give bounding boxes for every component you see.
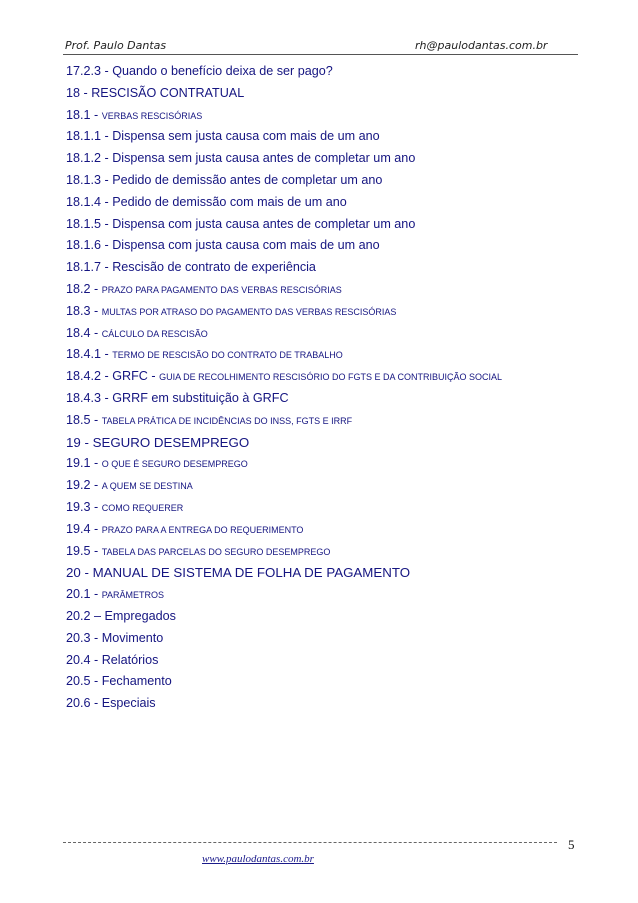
toc-entry-number: 19.1 - xyxy=(66,456,102,471)
toc-entry-number: 18.4.1 - xyxy=(66,347,113,362)
toc-entry[interactable]: 18.1.7 - Rescisão de contrato de experiência xyxy=(66,260,316,275)
toc-entry[interactable] xyxy=(66,497,576,519)
toc-entry[interactable] xyxy=(66,344,576,366)
toc-entry[interactable] xyxy=(66,541,576,563)
toc-entry[interactable]: 17.2.3 - Quando o benefício deixa de ser pago? xyxy=(66,64,333,78)
toc-entry[interactable]: 20.2 – Empregados xyxy=(66,608,176,623)
header-email: rh@paulodantas.com.br xyxy=(415,39,548,52)
footer-url-link[interactable]: www.paulodantas.com.br xyxy=(202,853,314,865)
toc-entry-number: 18.3 - xyxy=(66,303,102,318)
toc-entry[interactable]: 18 - RESCISÃO CONTRATUAL xyxy=(66,85,245,100)
toc-entry-title: COMO REQUERER xyxy=(101,502,184,513)
toc-entry-number: 19.5 - xyxy=(66,543,102,558)
toc-entry[interactable]: 20.4 - Relatórios xyxy=(66,652,159,667)
toc-entry[interactable]: 19 - SEGURO DESEMPREGO xyxy=(66,434,250,450)
toc-entry-title: PRAZO PARA A ENTREGA DO REQUERIMENTO xyxy=(101,524,304,535)
toc-entry[interactable]: 18.1.4 - Pedido de demissão com mais de um ano xyxy=(66,194,347,209)
toc-entry-title: VERBAS RESCISÓRIAS xyxy=(101,110,203,121)
toc-entry[interactable]: 18.1.2 - Dispensa sem justa causa antes de completar um ano xyxy=(66,151,416,166)
toc-entry[interactable] xyxy=(66,105,576,127)
toc-entry[interactable] xyxy=(66,301,576,323)
toc-entry[interactable] xyxy=(66,366,576,388)
toc-entry[interactable] xyxy=(66,323,576,345)
footer-divider xyxy=(63,842,557,843)
toc-entry-number: 18.4.2 - GRFC - xyxy=(66,369,160,384)
toc-entry-title: CÁLCULO DA RESCISÃO xyxy=(101,328,208,339)
toc-entry-title: PRAZO PARA PAGAMENTO DAS VERBAS RESCISÓRIAS xyxy=(101,284,342,295)
toc-entry[interactable] xyxy=(66,453,576,475)
toc-entry[interactable] xyxy=(66,475,576,497)
toc-entry-title: TABELA PRÁTICA DE INCIDÊNCIAS DO INSS, FGTS E IRRF xyxy=(101,415,353,426)
toc-entry[interactable]: 20.6 - Especiais xyxy=(66,696,156,711)
toc-entry[interactable] xyxy=(66,584,576,606)
toc-entry-title: A QUEM SE DESTINA xyxy=(101,481,193,492)
toc-entry[interactable]: 18.1.1 - Dispensa sem justa causa com mais de um ano xyxy=(66,129,380,144)
toc-entry-title: MULTAS POR ATRASO DO PAGAMENTO DAS VERBAS RESCISÓRIAS xyxy=(101,306,397,317)
toc-entry-title: O QUE É SEGURO DESEMPREGO xyxy=(101,459,248,470)
toc-entry-number: 18.2 - xyxy=(66,281,102,296)
toc-entry-title: TERMO DE RESCISÃO DO CONTRATO DE TRABALHO xyxy=(112,350,343,361)
toc-entry[interactable] xyxy=(66,519,576,541)
toc-entry[interactable]: 20 - MANUAL DE SISTEMA DE FOLHA DE PAGAMENTO xyxy=(66,565,411,581)
toc-entry[interactable]: 18.1.3 - Pedido de demissão antes de completar um ano xyxy=(66,172,383,187)
table-of-contents xyxy=(66,61,576,715)
toc-entry[interactable]: 20.3 - Movimento xyxy=(66,630,164,645)
toc-entry[interactable] xyxy=(66,410,576,432)
toc-entry[interactable]: 18.1.5 - Dispensa com justa causa antes de completar um ano xyxy=(66,216,416,231)
toc-entry[interactable]: 18.4.3 - GRRF em substituição à GRFC xyxy=(66,390,289,405)
toc-entry-title: GUIA DE RECOLHIMENTO RESCISÓRIO DO FGTS E DA CONTRIBUIÇÃO SOCIAL xyxy=(159,372,502,383)
toc-entry-number: 19.2 - xyxy=(66,478,102,493)
toc-entry[interactable]: 18.1.6 - Dispensa com justa causa com mais de um ano xyxy=(66,238,380,253)
toc-entry-number: 19.3 - xyxy=(66,499,102,514)
toc-entry-number: 20.1 - xyxy=(66,587,102,602)
toc-entry-number: 19.4 - xyxy=(66,521,102,536)
page-header xyxy=(63,38,578,55)
toc-entry-number: 18.1 - xyxy=(66,107,102,122)
toc-entry-number: 18.5 - xyxy=(66,412,102,427)
toc-entry[interactable]: 20.5 - Fechamento xyxy=(66,674,172,689)
toc-entry-title: TABELA DAS PARCELAS DO SEGURO DESEMPREGO xyxy=(101,546,331,557)
toc-entry[interactable] xyxy=(66,279,576,301)
toc-entry-title: PARÂMETROS xyxy=(101,590,165,601)
page-number: 5 xyxy=(568,837,575,852)
toc-entry-number: 18.4 - xyxy=(66,325,102,340)
header-author: Prof. Paulo Dantas xyxy=(65,39,167,52)
